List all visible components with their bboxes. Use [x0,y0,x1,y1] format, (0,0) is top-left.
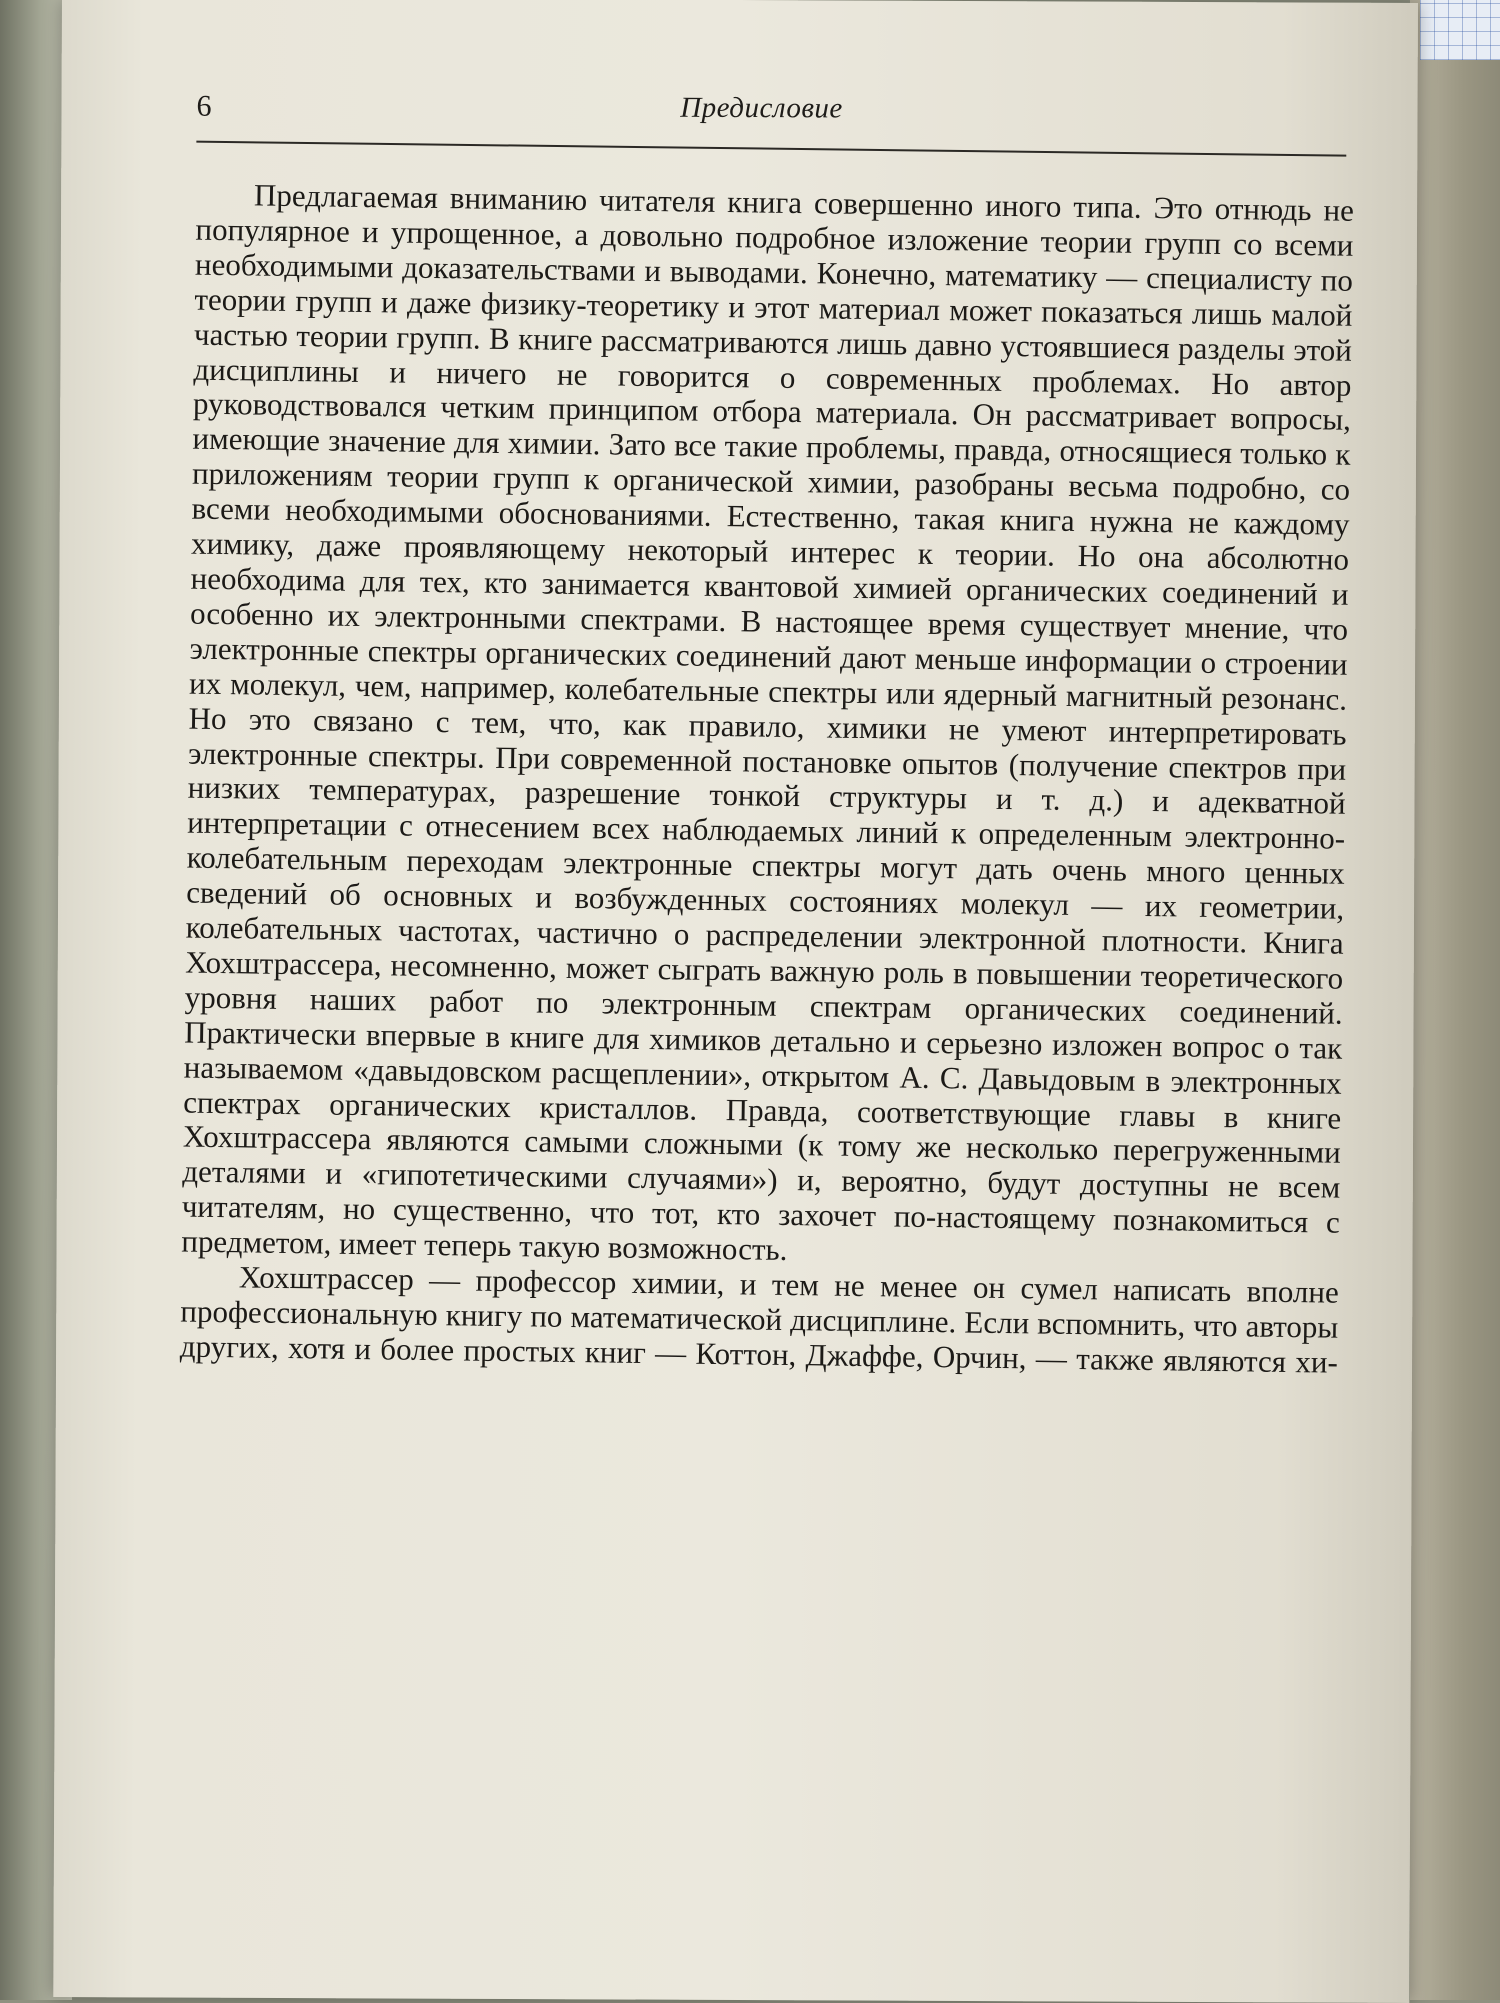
running-title: Предисловие [680,91,843,125]
paragraph: Хохштрассер — профессор химии, и тем не менее он сумел написать вполне профессиональную книгу по математической дисциплине. Если вспомнить, что авторы других, хотя и более простых книг — Коттон, Джаффе, Орчин, — также являются хи- [179,1259,1340,1380]
body-text [180,178,1354,1381]
book-page [53,0,1418,2003]
page-header [196,90,1326,145]
paragraph: Предлагаемая вниманию читателя книга совершенно иного типа. Это отнюдь не популярное и упрощенное, а довольно подробное изложение теории групп со всеми необходимыми доказательствами и выводами. Конечно, математику — специалисту по теории групп и даже физику-теоретику и этот материал может показаться лишь малой частью теории групп. В книге рассматриваются лишь давно устоявшиеся разделы этой дисциплины и ничего не говорится о современных проблемах. Но автор руководствовался четким принципом отбора материала. Он рассматривает вопросы, имеющие значение для химии. Зато все такие проблемы, правда, относящиеся только к приложениям теории групп к органической химии, разобраны весьма подробно, со всеми необходимыми обоснованиями. Естественно, такая книга нужна не каждому химику, даже проявляющему некоторый интерес к теории. Но она абсолютно необходима для тех, кто занимается квантовой химией органических соединений и особенно их электронными спектрами. В настоящее время существует мнение, что электронные спектры органических соединений дают меньше информации о строении их молекул, чем, например, колебательные спектры или ядерный магнитный резонанс. Но это связано с тем, что, как правило, химики не умеют интерпретировать электронные спектры. При современной постановке опытов (получение спектров при низких температурах, разрешение тонкой структуры и т. д.) и адекватной интерпретации с отнесением всех наблюдаемых линий к определенным электронно-колебательным переходам электронные спектры могут дать очень много ценных сведений об основных и возбужденных состояниях молекул — их геометрии, колебательных частотах, частично о распределении электронной плотности. Книга Хохштрассера, несомненно, может сыграть важную роль в повышении теоретического уровня наших работ по электронным спектрам органических соединений. Практически впервые в книге для химиков детально и серьезно изложен вопрос о так называемом «давыдовском расщеплении», открытом А. С. Давыдовым в электронных спектрах органических кристаллов. Правда, соответствующие главы в книге Хохштрассера являются самыми сложными (к тому же несколько перегруженными деталями и «гипотетическими случаями») и, вероятно, будут доступны не всем читателям, но существенно, что тот, кто захочет по-настоящему познакомиться с предметом, имеет теперь такую возможность. [181,177,1355,1268]
page-number: 6 [196,89,212,123]
background-right-edge [1410,0,1500,2000]
graph-paper-corner [1420,0,1500,60]
